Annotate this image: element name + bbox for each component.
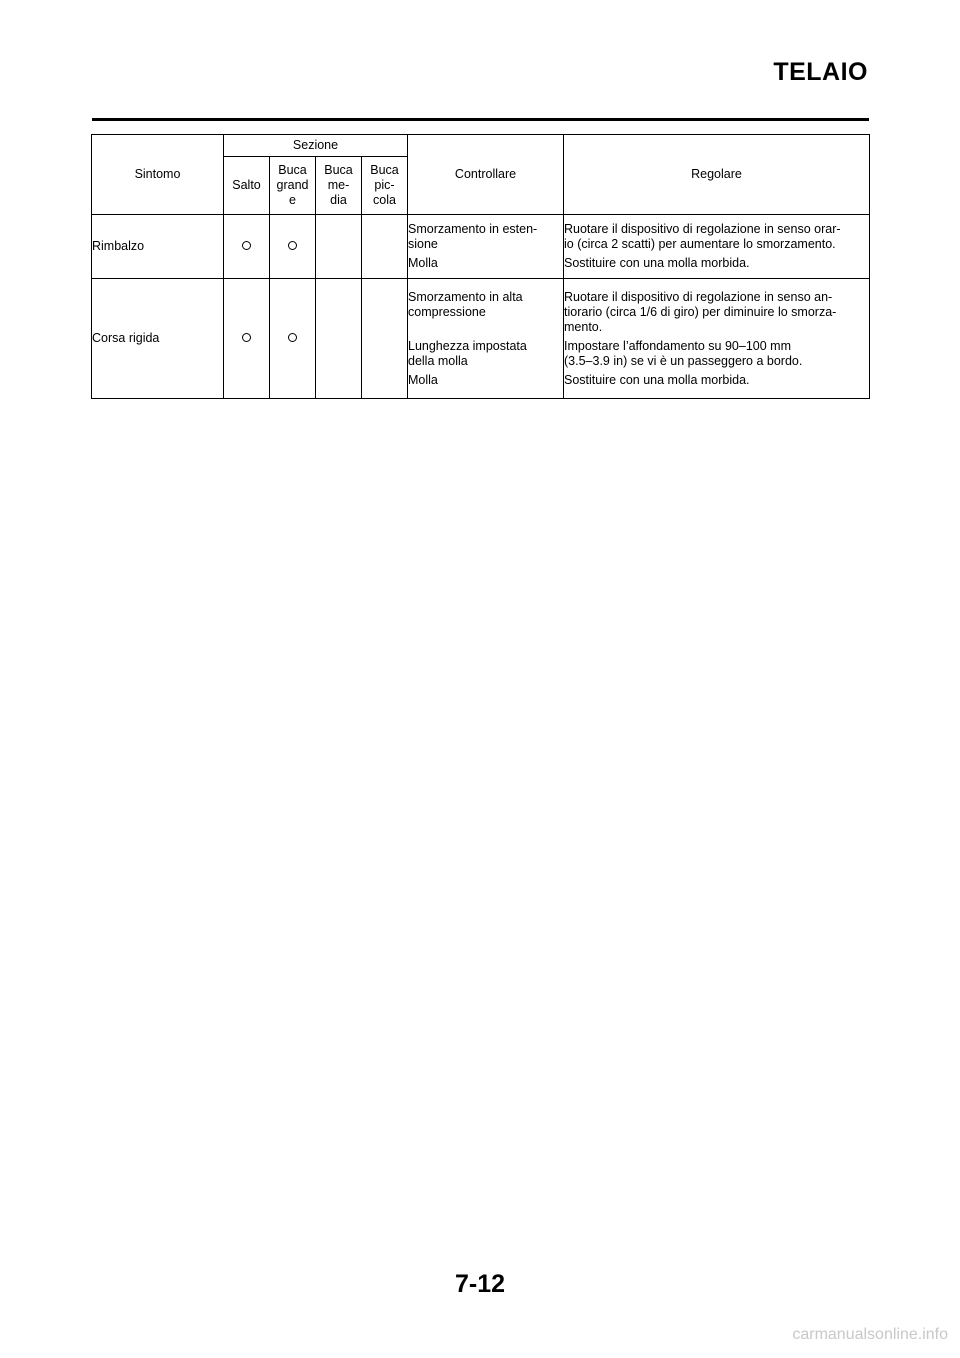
adjust-cell bbox=[564, 215, 870, 279]
mark-cell bbox=[270, 279, 316, 399]
circle-mark-icon bbox=[242, 333, 251, 342]
check-cell bbox=[408, 279, 564, 399]
header-buca-grande: Buca grand e bbox=[270, 157, 316, 215]
adjust-item: Ruotare il dispositivo di regolazione in senso an- tiorario (circa 1/6 di giro) per diminuire lo smorza- mento. bbox=[564, 289, 837, 334]
header-salto: Salto bbox=[224, 157, 270, 215]
mark-cell bbox=[316, 215, 362, 279]
circle-mark-icon bbox=[288, 241, 297, 250]
header-controllare: Controllare bbox=[408, 135, 564, 215]
header-sezione: Sezione bbox=[224, 135, 408, 157]
page-number: 7-12 bbox=[454, 1270, 506, 1298]
check-cell bbox=[408, 215, 564, 279]
mark-cell bbox=[362, 279, 408, 399]
adjust-item: Ruotare il dispositivo di regolazione in senso orar- io (circa 2 scatti) per aumentare lo smorzamento. bbox=[564, 222, 841, 251]
symptom-cell: Rimbalzo bbox=[92, 215, 224, 279]
mark-cell bbox=[316, 279, 362, 399]
circle-mark-icon bbox=[288, 333, 297, 342]
page-title: TELAIO bbox=[773, 58, 868, 86]
header-sintomo: Sintomo bbox=[92, 135, 224, 215]
symptom-cell: Corsa rigida bbox=[92, 279, 224, 399]
mark-cell bbox=[224, 279, 270, 399]
adjust-cell bbox=[564, 279, 870, 399]
adjust-item: Sostituire con una molla morbida. bbox=[564, 372, 750, 387]
adjust-item: Sostituire con una molla morbida. bbox=[564, 256, 750, 270]
table-row bbox=[92, 215, 870, 279]
watermark: carmanualsonline.info bbox=[792, 1326, 948, 1343]
mark-cell bbox=[224, 215, 270, 279]
header-buca-media: Buca me- dia bbox=[316, 157, 362, 215]
header-regolare: Regolare bbox=[564, 135, 870, 215]
suspension-troubleshooting-table bbox=[91, 134, 870, 399]
header-divider bbox=[92, 118, 869, 121]
check-item: Smorzamento in alta compressione bbox=[408, 289, 523, 319]
adjust-item: Impostare l’affondamento su 90–100 mm (3.5–3.9 in) se vi è un passeggero a bordo. bbox=[564, 338, 803, 368]
circle-mark-icon bbox=[242, 241, 251, 250]
check-item: Molla bbox=[408, 372, 438, 387]
mark-cell bbox=[362, 215, 408, 279]
table-row bbox=[92, 279, 870, 399]
check-item: Lunghezza impostata della molla bbox=[408, 338, 527, 368]
check-item: Smorzamento in esten- sione bbox=[408, 222, 538, 251]
mark-cell bbox=[270, 215, 316, 279]
header-buca-piccola: Buca pic- cola bbox=[362, 157, 408, 215]
check-item: Molla bbox=[408, 256, 438, 270]
